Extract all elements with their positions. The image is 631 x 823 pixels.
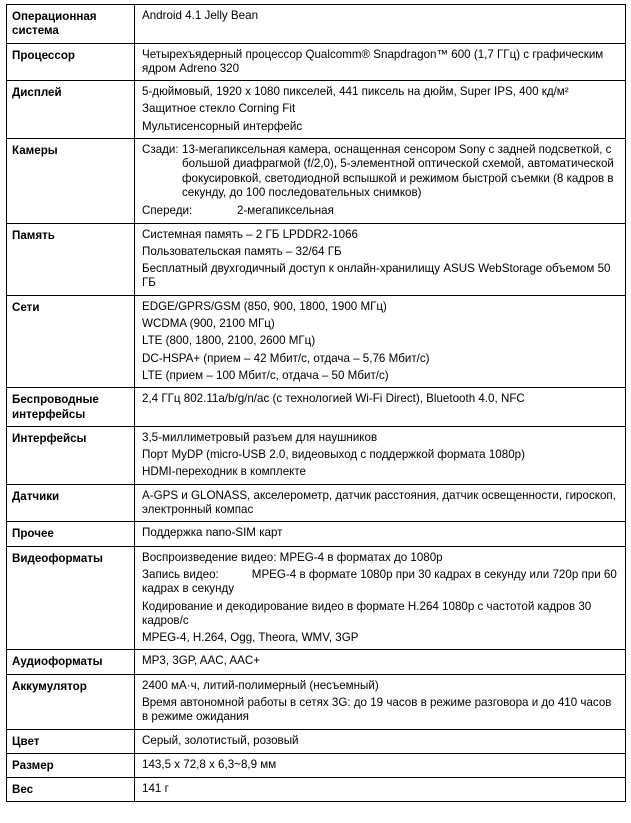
row-value — [135, 522, 626, 546]
row-value — [135, 484, 626, 522]
value-line: MP3, 3GP, AAC, AAC+ — [142, 654, 261, 668]
value-line: Время автономной работы в сетях 3G: до 19 часов в режиме разговора и до 410 часов в режиме ожидания — [142, 695, 612, 724]
row-label: Камеры — [7, 139, 135, 223]
spec-row-interfaces — [7, 426, 626, 484]
front-camera — [142, 204, 619, 218]
value-line: Воспроизведение видео: MPEG-4 в форматах до 1080p — [142, 550, 443, 564]
value-line: Поддержка nano-SIM карт — [142, 526, 283, 540]
value-line: Пользовательская память – 32/64 ГБ — [142, 244, 342, 258]
spec-row-audio — [7, 650, 626, 674]
value-line: 141 г — [142, 782, 169, 796]
spec-row-cameras — [7, 139, 626, 223]
value-line: A-GPS и GLONASS, акселерометр, датчик расстояния, датчик освещенности, гироскоп, электронный компас — [142, 488, 616, 517]
value-line: Порт MyDP (micro-USB 2.0, видеовыход с поддержкой формата 1080p) — [142, 448, 525, 462]
row-value — [135, 139, 626, 223]
value-line: Android 4.1 Jelly Bean — [142, 9, 259, 22]
row-value — [135, 650, 626, 674]
row-value — [135, 753, 626, 777]
row-label: Память — [7, 223, 135, 295]
value-line: HDMI-переходник в комплекте — [142, 465, 306, 479]
row-value — [135, 43, 626, 81]
row-value — [135, 729, 626, 753]
spec-row-os — [7, 5, 626, 44]
row-value — [135, 81, 626, 139]
front-camera-label: Спереди: — [142, 204, 193, 218]
row-value — [135, 295, 626, 387]
value-line: Бесплатный двухгодичный доступ к онлайн-хранилищу ASUS WebStorage объемом 50 ГБ — [142, 262, 611, 290]
value-line: EDGE/GPRS/GSM (850, 900, 1800, 1900 МГц) — [142, 299, 387, 313]
row-label: Аккумулятор — [7, 674, 135, 729]
spec-row-processor — [7, 43, 626, 81]
value-line: Системная память – 2 ГБ LPDDR2-1066 — [142, 227, 358, 241]
video-recording — [142, 568, 619, 597]
value-line: Четырехъядерный процессор Qualcomm® Snapdragon™ 600 (1,7 ГГц) с графическим ядром Adreno 320 — [142, 47, 604, 75]
value-line: Серый, золотистый, розовый — [142, 733, 299, 747]
rear-camera-text: 13-мегапиксельная камера, оснащенная сенсором Sony с задней подсветкой, с большой диафрагмой (f/2,0), 5-элементной оптической схемой, автоматической фокусировкой, светодиодной вспышкой и режимом быстрой съемки (8 кадров в секунду, до 100 последовательных снимков) — [182, 143, 614, 199]
specifications-table — [6, 4, 626, 802]
row-label: Беспроводные интерфейсы — [7, 388, 135, 427]
rear-camera — [142, 143, 619, 200]
spec-row-wireless — [7, 388, 626, 427]
spec-row-video — [7, 546, 626, 650]
spec-row-display — [7, 81, 626, 139]
value-line: 143,5 х 72,8 х 6,3~8,9 мм — [142, 757, 277, 771]
rear-camera-label: Сзади: — [142, 143, 179, 157]
spec-row-weight — [7, 778, 626, 802]
value-line: Защитное стекло Corning Fit — [142, 102, 296, 116]
spec-row-sensors — [7, 484, 626, 522]
spec-row-battery — [7, 674, 626, 729]
video-recording-text: MPEG-4 в формате 1080p при 30 кадрах в секунду или 720p при 60 кадрах в секунду — [142, 567, 617, 596]
row-label: Цвет — [7, 729, 135, 753]
spec-row-color — [7, 729, 626, 753]
row-label: Размер — [7, 753, 135, 777]
video-recording-label: Запись видео: — [142, 567, 219, 581]
row-value — [135, 223, 626, 295]
value-line: 5-дюймовый, 1920 х 1080 пикселей, 441 пиксель на дюйм, Super IPS, 400 кд/м² — [142, 85, 569, 99]
value-line: DC-HSPA+ (прием – 42 Мбит/с, отдача – 5,76 Мбит/с) — [142, 351, 430, 365]
row-label: Аудиоформаты — [7, 650, 135, 674]
row-label: Операционная система — [7, 5, 135, 44]
spec-row-memory — [7, 223, 626, 295]
front-camera-text: 2-мегапиксельная — [237, 204, 334, 218]
row-value — [135, 778, 626, 802]
row-label: Процессор — [7, 43, 135, 81]
row-label: Датчики — [7, 484, 135, 522]
value-line: WCDMA (900, 2100 МГц) — [142, 317, 275, 331]
value-line: 2400 мА·ч, литий-полимерный (несъемный) — [142, 678, 379, 692]
row-label: Видеоформаты — [7, 546, 135, 650]
spec-row-networks — [7, 295, 626, 387]
row-label: Прочее — [7, 522, 135, 546]
row-value — [135, 546, 626, 650]
value-line: 3,5-миллиметровый разъем для наушников — [142, 430, 378, 444]
row-label: Сети — [7, 295, 135, 387]
value-line: Кодирование и декодирование видео в формате H.264 1080p с частотой кадров 30 кадров/с — [142, 599, 592, 627]
row-label: Вес — [7, 778, 135, 802]
spec-row-size — [7, 753, 626, 777]
value-line: MPEG-4, H.264, Ogg, Theora, WMV, 3GP — [142, 631, 359, 645]
row-value — [135, 426, 626, 484]
spec-row-other — [7, 522, 626, 546]
row-value — [135, 388, 626, 427]
value-line: 2,4 ГГц 802.11a/b/g/n/ac (с технологией Wi-Fi Direct), Bluetooth 4.0, NFC — [142, 392, 525, 406]
value-line: LTE (прием – 100 Мбит/с, отдача – 50 Мбит/с) — [142, 368, 389, 382]
row-label: Дисплей — [7, 81, 135, 139]
row-label: Интерфейсы — [7, 426, 135, 484]
value-line: LTE (800, 1800, 2100, 2600 МГц) — [142, 334, 316, 348]
value-line: Мультисенсорный интерфейс — [142, 119, 303, 133]
row-value — [135, 5, 626, 44]
row-value — [135, 674, 626, 729]
